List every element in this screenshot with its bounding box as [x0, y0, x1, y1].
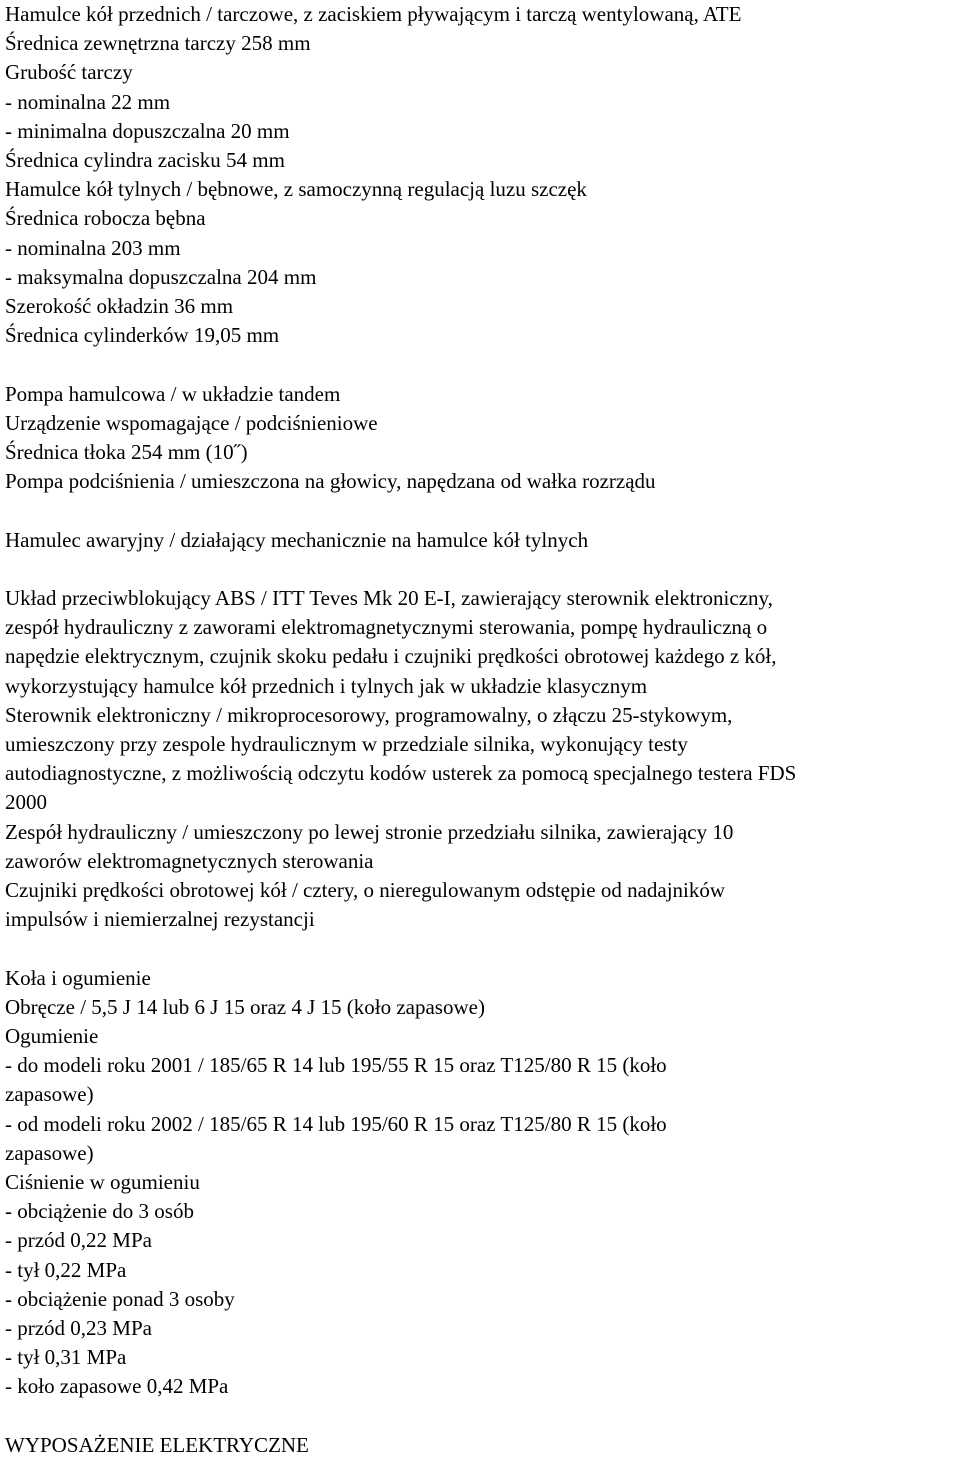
text-line: Średnica cylinderków 19,05 mm [5, 323, 280, 348]
text-line: Hamulec awaryjny / działający mechanicznie na hamulce kół tylnych [5, 527, 589, 552]
text-line: autodiagnostyczne, z możliwością odczytu kodów usterek za pomocą specjalnego testera FDS [5, 761, 797, 786]
text-line: Czujniki prędkości obrotowej kół / cztery, o nieregulowanym odstępie od nadajników [5, 878, 726, 903]
text-line: - maksymalna dopuszczalna 204 mm [5, 264, 317, 289]
text-line: zapasowe) [5, 1140, 94, 1165]
electrical-equipment-section [5, 1431, 955, 1460]
text-line: Średnica tłoka 254 mm (10˝) [5, 440, 248, 465]
parking-brake-section [5, 526, 955, 555]
abs-section [5, 584, 955, 934]
text-line: wykorzystujący hamulce kół przednich i tylnych jak w układzie klasycznym [5, 673, 648, 698]
text-line: - tył 0,31 MPa [5, 1345, 127, 1370]
text-line: Ogumienie [5, 1024, 99, 1049]
text-line: - koło zapasowe 0,42 MPa [5, 1374, 229, 1399]
text-line: Urządzenie wspomagające / podciśnieniowe [5, 410, 378, 435]
text-line: Grubość tarczy [5, 60, 133, 85]
text-line: - tył 0,22 MPa [5, 1257, 127, 1282]
text-line: Układ przeciwblokujący ABS / ITT Teves Mk 20 E-I, zawierający sterownik elektroniczny, [5, 586, 773, 611]
section-heading: Koła i ogumienie [5, 965, 151, 990]
text-line: - minimalna dopuszczalna 20 mm [5, 118, 290, 143]
text-line: Średnica cylindra zacisku 54 mm [5, 148, 285, 173]
text-line: Ciśnienie w ogumieniu [5, 1170, 200, 1195]
master-cylinder-section [5, 380, 955, 497]
text-line: Hamulce kół przednich / tarczowe, z zaciskiem pływającym i tarczą wentylowaną, ATE [5, 2, 742, 26]
text-line: zapasowe) [5, 1082, 94, 1107]
text-line: 2000 [5, 790, 47, 815]
text-line: - przód 0,23 MPa [5, 1316, 152, 1341]
wheels-tyres-section [5, 964, 955, 1402]
text-line: umieszczony przy zespole hydraulicznym w przedziale silnika, wykonujący testy [5, 732, 688, 757]
text-line: Szerokość okładzin 36 mm [5, 294, 234, 319]
text-line: - od modeli roku 2002 / 185/65 R 14 lub 195/60 R 15 oraz T125/80 R 15 (koło [5, 1111, 667, 1136]
text-line: Hamulce kół tylnych / bębnowe, z samoczynną regulacją luzu szczęk [5, 177, 587, 202]
text-line: Średnica zewnętrzna tarczy 258 mm [5, 31, 311, 56]
text-line: - obciążenie do 3 osób [5, 1199, 194, 1224]
brakes-section [5, 0, 955, 350]
text-line: Zespół hydrauliczny / umieszczony po lewej stronie przedziału silnika, zawierający 10 [5, 819, 734, 844]
text-line: Sterownik elektroniczny / mikroprocesorowy, programowalny, o złączu 25-stykowym, [5, 702, 733, 727]
text-line: Obręcze / 5,5 J 14 lub 6 J 15 oraz 4 J 15 (koło zapasowe) [5, 994, 485, 1019]
text-line: - przód 0,22 MPa [5, 1228, 152, 1253]
text-line: - do modeli roku 2001 / 185/65 R 14 lub 195/55 R 15 oraz T125/80 R 15 (koło [5, 1053, 667, 1078]
text-line: - nominalna 203 mm [5, 235, 181, 260]
section-heading: WYPOSAŻENIE ELEKTRYCZNE [5, 1432, 309, 1457]
text-line: Pompa podciśnienia / umieszczona na głowicy, napędzana od wałka rozrządu [5, 469, 656, 494]
text-line: zespół hydrauliczny z zaworami elektromagnetycznymi sterowania, pompę hydrauliczną o [5, 615, 768, 640]
text-line: napędzie elektrycznym, czujnik skoku pedału i czujniki prędkości obrotowej każdego z kół, [5, 644, 777, 669]
text-line: impulsów i niemierzalnej rezystancji [5, 907, 315, 932]
text-line: Średnica robocza bębna [5, 206, 206, 231]
text-line: Pompa hamulcowa / w układzie tandem [5, 381, 341, 406]
document-page [5, 0, 955, 1460]
text-line: - nominalna 22 mm [5, 89, 171, 114]
text-line: - obciążenie ponad 3 osoby [5, 1286, 235, 1311]
text-line: zaworów elektromagnetycznych sterowania [5, 848, 374, 873]
